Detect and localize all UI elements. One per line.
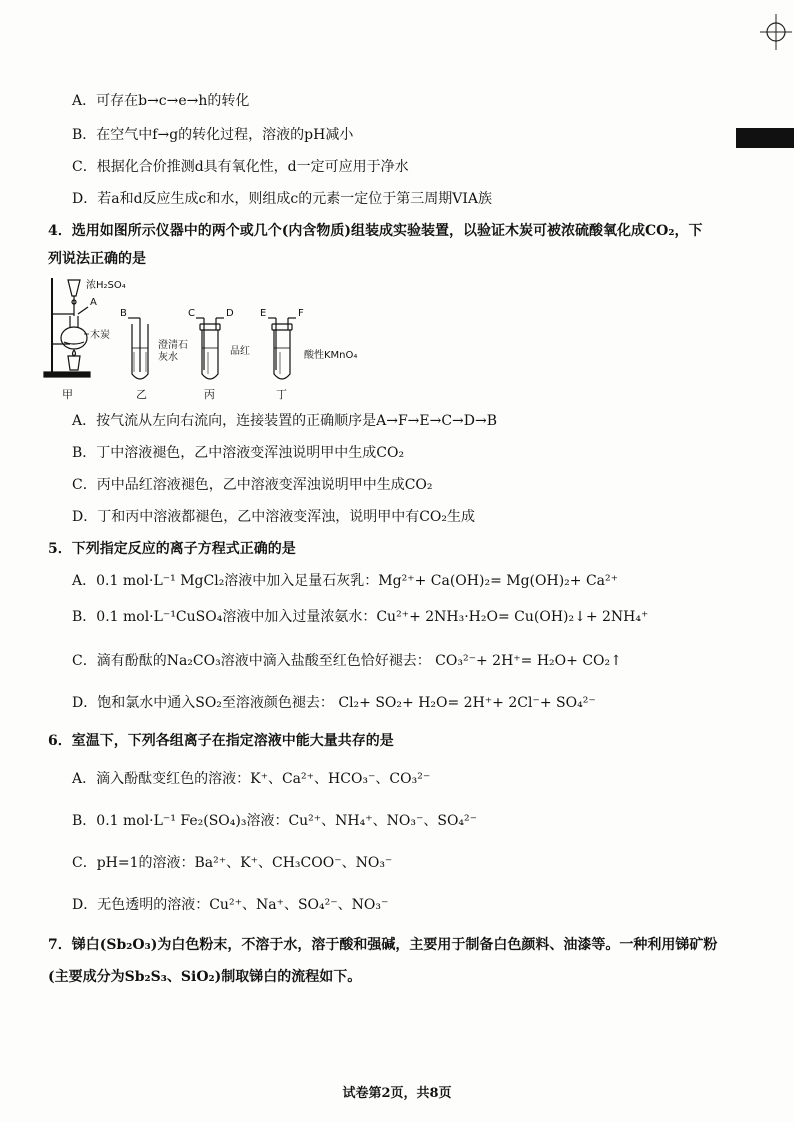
q7-stem-line2: (主要成分为Sb₂S₃、SiO₂)制取锑白的流程如下。 [48, 969, 362, 985]
q4-apparatus-figure [40, 274, 440, 404]
q7-stem-line1: 7．锑白(Sb₂O₃)为白色粉末，不溶于水，溶于酸和强碱，主要用于制备白色颜料、油漆等。一种利用锑矿粉 [48, 937, 718, 953]
q6-option-a: A．滴入酚酞变红色的溶液：K⁺、Ca²⁺、HCO₃⁻、CO₃²⁻ [72, 771, 431, 787]
q6-option-d: D．无色透明的溶液：Cu²⁺、Na⁺、SO₄²⁻、NO₃⁻ [72, 897, 389, 913]
q6-option-c: C．pH=1的溶液：Ba²⁺、K⁺、CH₃COO⁻、NO₃⁻ [72, 855, 393, 871]
q4-option-a: A．按气流从左向右流向，连接装置的正确顺序是A→F→E→C→D→B [72, 413, 498, 429]
acid-label: 浓H₂SO₄ [86, 280, 126, 291]
q5-option-b: B．0.1 mol·L⁻¹CuSO₄溶液中加入过量浓氨水：Cu²⁺+ 2NH₃·H₂O= Cu(OH)₂↓+ 2NH₄⁺ [72, 609, 649, 625]
q3-option-c: C．根据化合价推测d具有氧化性，d一定可应用于净水 [72, 159, 409, 175]
port-label-b: B [120, 308, 127, 319]
q5-option-a: A．0.1 mol·L⁻¹ MgCl₂溶液中加入足量石灰乳：Mg²⁺+ Ca(OH)₂= Mg(OH)₂+ Ca²⁺ [72, 573, 619, 589]
q6-option-b: B．0.1 mol·L⁻¹ Fe₂(SO₄)₃溶液：Cu²⁺、NH₄⁺、NO₃⁻、SO₄²⁻ [72, 813, 478, 829]
apparatus-name-yi: 乙 [136, 388, 147, 401]
port-label-a: A [90, 297, 97, 308]
q6-stem: 6．室温下，下列各组离子在指定溶液中能大量共存的是 [48, 733, 394, 749]
q4-option-c: C．丙中品红溶液褪色，乙中溶液变浑浊说明甲中生成CO₂ [72, 477, 433, 493]
q4-stem-line1: 4．选用如图所示仪器中的两个或几个(内含物质)组装成实验装置，以验证木炭可被浓硫酸氧化成CO₂，下 [48, 223, 703, 239]
apparatus-name-ding: 丁 [276, 388, 287, 401]
q4-option-d: D．丁和丙中溶液都褪色，乙中溶液变浑浊，说明甲中有CO₂生成 [72, 509, 476, 525]
kmno4-label: 酸性KMnO₄ [304, 350, 358, 361]
apparatus-name-jia: 甲 [62, 388, 73, 401]
port-label-e: E [260, 308, 267, 319]
apparatus-jia [44, 278, 90, 377]
q5-option-c: C．滴有酚酞的Na₂CO₃溶液中滴入盐酸至红色恰好褪去： CO₃²⁻+ 2H⁺= H₂O+ CO₂↑ [72, 653, 622, 669]
q4-option-b: B．丁中溶液褪色，乙中溶液变浑浊说明甲中生成CO₂ [72, 445, 405, 461]
q3-option-a: A．可存在b→c→e→h的转化 [72, 93, 250, 109]
registration-crosshair-mark [760, 14, 792, 50]
apparatus-ding [268, 318, 296, 379]
port-label-d: D [226, 308, 234, 319]
limewater-label-line1: 澄清石 [158, 340, 188, 351]
apparatus-name-bing: 丙 [204, 388, 215, 401]
q4-stem-line2: 列说法正确的是 [48, 251, 146, 267]
limewater-label-line2: 灰水 [158, 352, 178, 363]
apparatus-yi [128, 318, 148, 379]
margin-black-tab [736, 128, 794, 148]
q5-stem: 5．下列指定反应的离子方程式正确的是 [48, 541, 296, 557]
port-label-f: F [298, 308, 304, 319]
q3-option-b: B．在空气中f→g的转化过程，溶液的pH减小 [72, 127, 354, 143]
q3-option-d: D．若a和d反应生成c和水，则组成c的元素一定位于第三周期VIA族 [72, 191, 492, 207]
port-label-c: C [188, 308, 195, 319]
carbon-label: 木炭 [90, 330, 110, 341]
pinkred-label: 品红 [230, 346, 250, 357]
q5-option-d: D．饱和氯水中通入SO₂至溶液颜色褪去： Cl₂+ SO₂+ H₂O= 2H⁺+ 2Cl⁻+ SO₄²⁻ [72, 695, 596, 711]
page-footer: 试卷第2页，共8页 [342, 1086, 452, 1101]
apparatus-bing [196, 318, 224, 379]
